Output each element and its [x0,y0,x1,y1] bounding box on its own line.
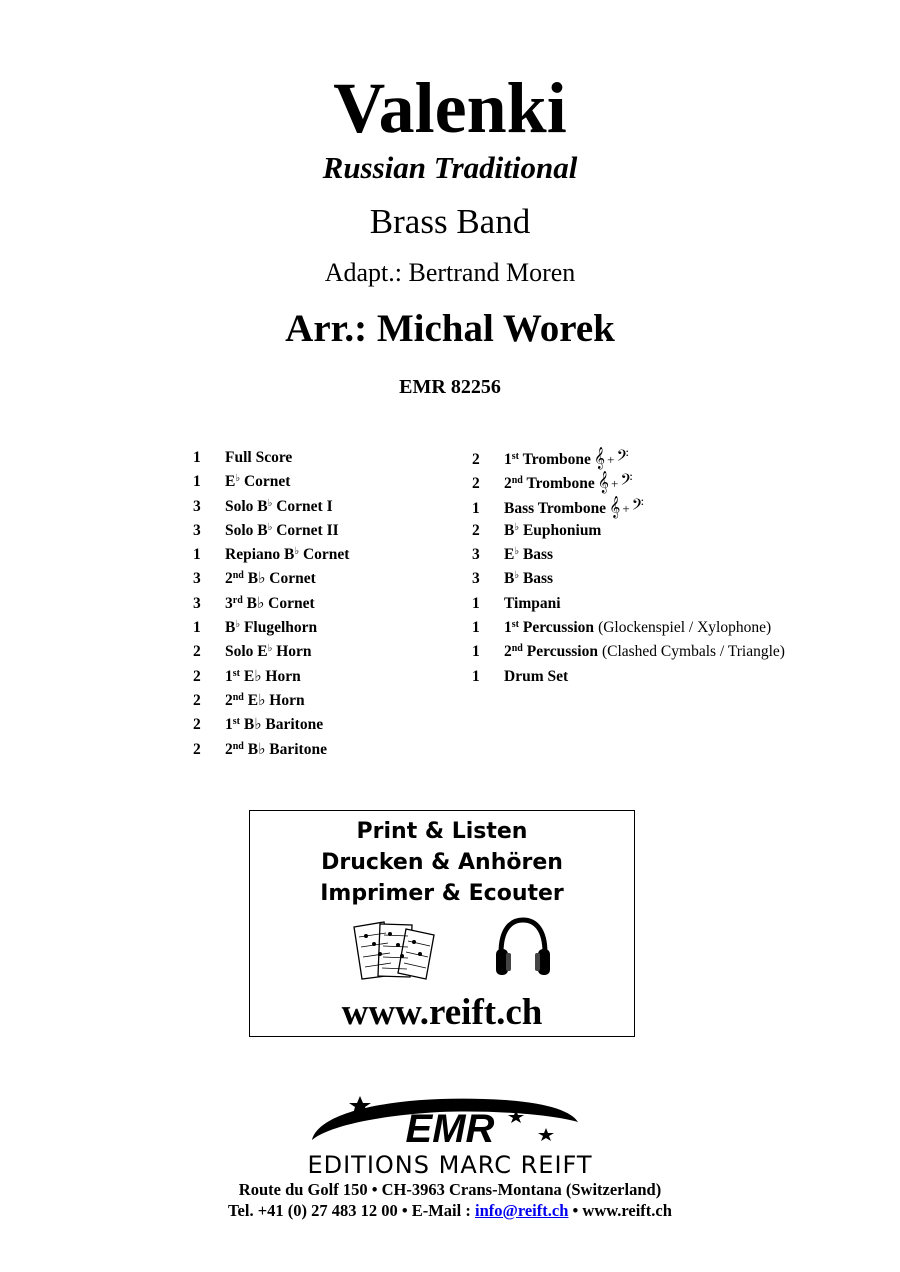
publisher-address: Route du Golf 150 • CH-3963 Crans-Montana (Switzerland) [238,1180,662,1199]
part-row [472,616,785,640]
part-quantity: 3 [193,570,201,588]
part-name: E♭ Bass [504,546,554,564]
adaptation-credit: Adapt.: Bertrand Moren [324,258,576,287]
part-name: 2nd Percussion [504,643,598,661]
part-row [472,543,785,567]
part-quantity: 1 [193,619,201,637]
part-row [193,446,349,470]
part-name: 1st E♭ Horn [225,667,301,685]
web-text: • www.reift.ch [568,1201,672,1220]
part-quantity: 2 [472,521,480,539]
part-row [472,567,785,591]
part-quantity: 3 [472,546,480,564]
subtitle: Russian Traditional [322,150,578,185]
part-row [193,543,349,567]
part-row [472,640,785,664]
part-name: 1st Trombone [504,451,591,468]
part-quantity: 1 [472,594,480,612]
part-quantity: 2 [193,740,201,758]
part-name: B♭ Bass [504,570,554,588]
part-row [193,738,349,762]
part-name: Timpani [504,594,561,612]
part-quantity: 1 [472,667,480,685]
part-row [193,470,349,494]
ensemble: Brass Band [369,202,531,241]
part-quantity: 1 [472,643,480,661]
part-name: 2nd E♭ Horn [225,691,305,709]
part-name: 1st B♭ Baritone [225,716,324,734]
part-quantity: 2 [193,643,201,661]
part-row [472,519,785,543]
part-name: 2nd B♭ Cornet [225,570,316,588]
part-name: 1st Percussion [504,619,595,637]
part-name: Bass Trombone [504,499,607,517]
phone-text: Tel. +41 (0) 27 483 12 00 • E-Mail : [228,1201,475,1220]
sheet-music-icon [350,919,442,981]
print-listen-box [249,810,635,1037]
clef-icons: 𝄞 + 𝄢 [597,471,633,494]
part-quantity: 1 [472,619,480,637]
headphones-icon [493,915,553,979]
part-name: Solo E♭ Horn [225,643,312,661]
part-quantity: 3 [193,521,201,539]
part-row [193,640,349,664]
part-quantity: 2 [193,716,201,734]
print-listen-en: Print & Listen [356,819,528,844]
logo-text: EMR [405,1107,495,1151]
part-row [472,592,785,616]
parts-list-left [193,446,349,762]
score-title: Valenki [333,68,567,148]
print-listen-de: Drucken & Anhören [321,850,563,875]
part-row [193,713,349,737]
part-row [472,446,785,470]
part-quantity: 3 [193,594,201,612]
part-name: Solo B♭ Cornet II [225,521,339,539]
clef-icons: 𝄞 + 𝄢 [609,495,644,518]
part-row [472,470,785,494]
part-name: 2nd Trombone [504,475,595,493]
part-quantity: 2 [193,691,201,709]
part-name: Drum Set [504,667,569,685]
part-row [193,495,349,519]
arranger-credit: Arr.: Michal Worek [285,307,615,350]
part-quantity: 1 [472,499,480,517]
part-quantity: 3 [472,570,480,588]
publisher-name: EDITIONS MARC REIFT [307,1151,593,1179]
part-quantity: 1 [193,449,201,466]
part-name: Full Score [225,449,293,466]
part-row [472,495,785,519]
treble-clef-icon: 𝄞 [593,447,606,469]
part-quantity: 1 [193,473,201,491]
part-row [193,616,349,640]
part-name: B♭ Euphonium [504,521,602,539]
part-row [193,689,349,713]
parts-list-right [472,446,785,689]
part-detail: (Clashed Cymbals / Triangle) [601,643,785,661]
part-name: 3rd B♭ Cornet [225,594,315,612]
print-listen-fr: Imprimer & Ecouter [320,881,564,906]
part-quantity: 2 [472,475,480,493]
part-name: E♭ Cornet [225,473,291,491]
part-quantity: 2 [193,667,201,685]
part-row [472,665,785,689]
contact-line [0,1201,900,1221]
treble-clef-icon: 𝄞 [597,471,610,494]
clef-icons: 𝄞 + 𝄢 [593,447,629,469]
email-link[interactable]: info@reift.ch [474,1201,569,1220]
catalog-number: EMR 82256 [399,376,501,398]
part-quantity: 1 [193,546,201,564]
part-name: 2nd B♭ Baritone [225,740,327,758]
part-name: B♭ Flugelhorn [225,619,318,637]
part-detail: (Glockenspiel / Xylophone) [598,619,772,637]
part-row [193,567,349,591]
part-quantity: 2 [472,451,480,468]
website-url[interactable]: www.reift.ch [341,992,543,1033]
part-row [193,592,349,616]
part-name: Solo B♭ Cornet I [225,497,333,515]
part-quantity: 3 [193,497,201,515]
treble-clef-icon: 𝄞 [609,495,621,518]
bass-clef-icon: 𝄢 [616,447,629,469]
part-row [193,665,349,689]
part-name: Repiano B♭ Cornet [225,546,350,564]
bass-clef-icon: 𝄢 [631,495,644,518]
part-row [193,519,349,543]
bass-clef-icon: 𝄢 [620,471,633,494]
